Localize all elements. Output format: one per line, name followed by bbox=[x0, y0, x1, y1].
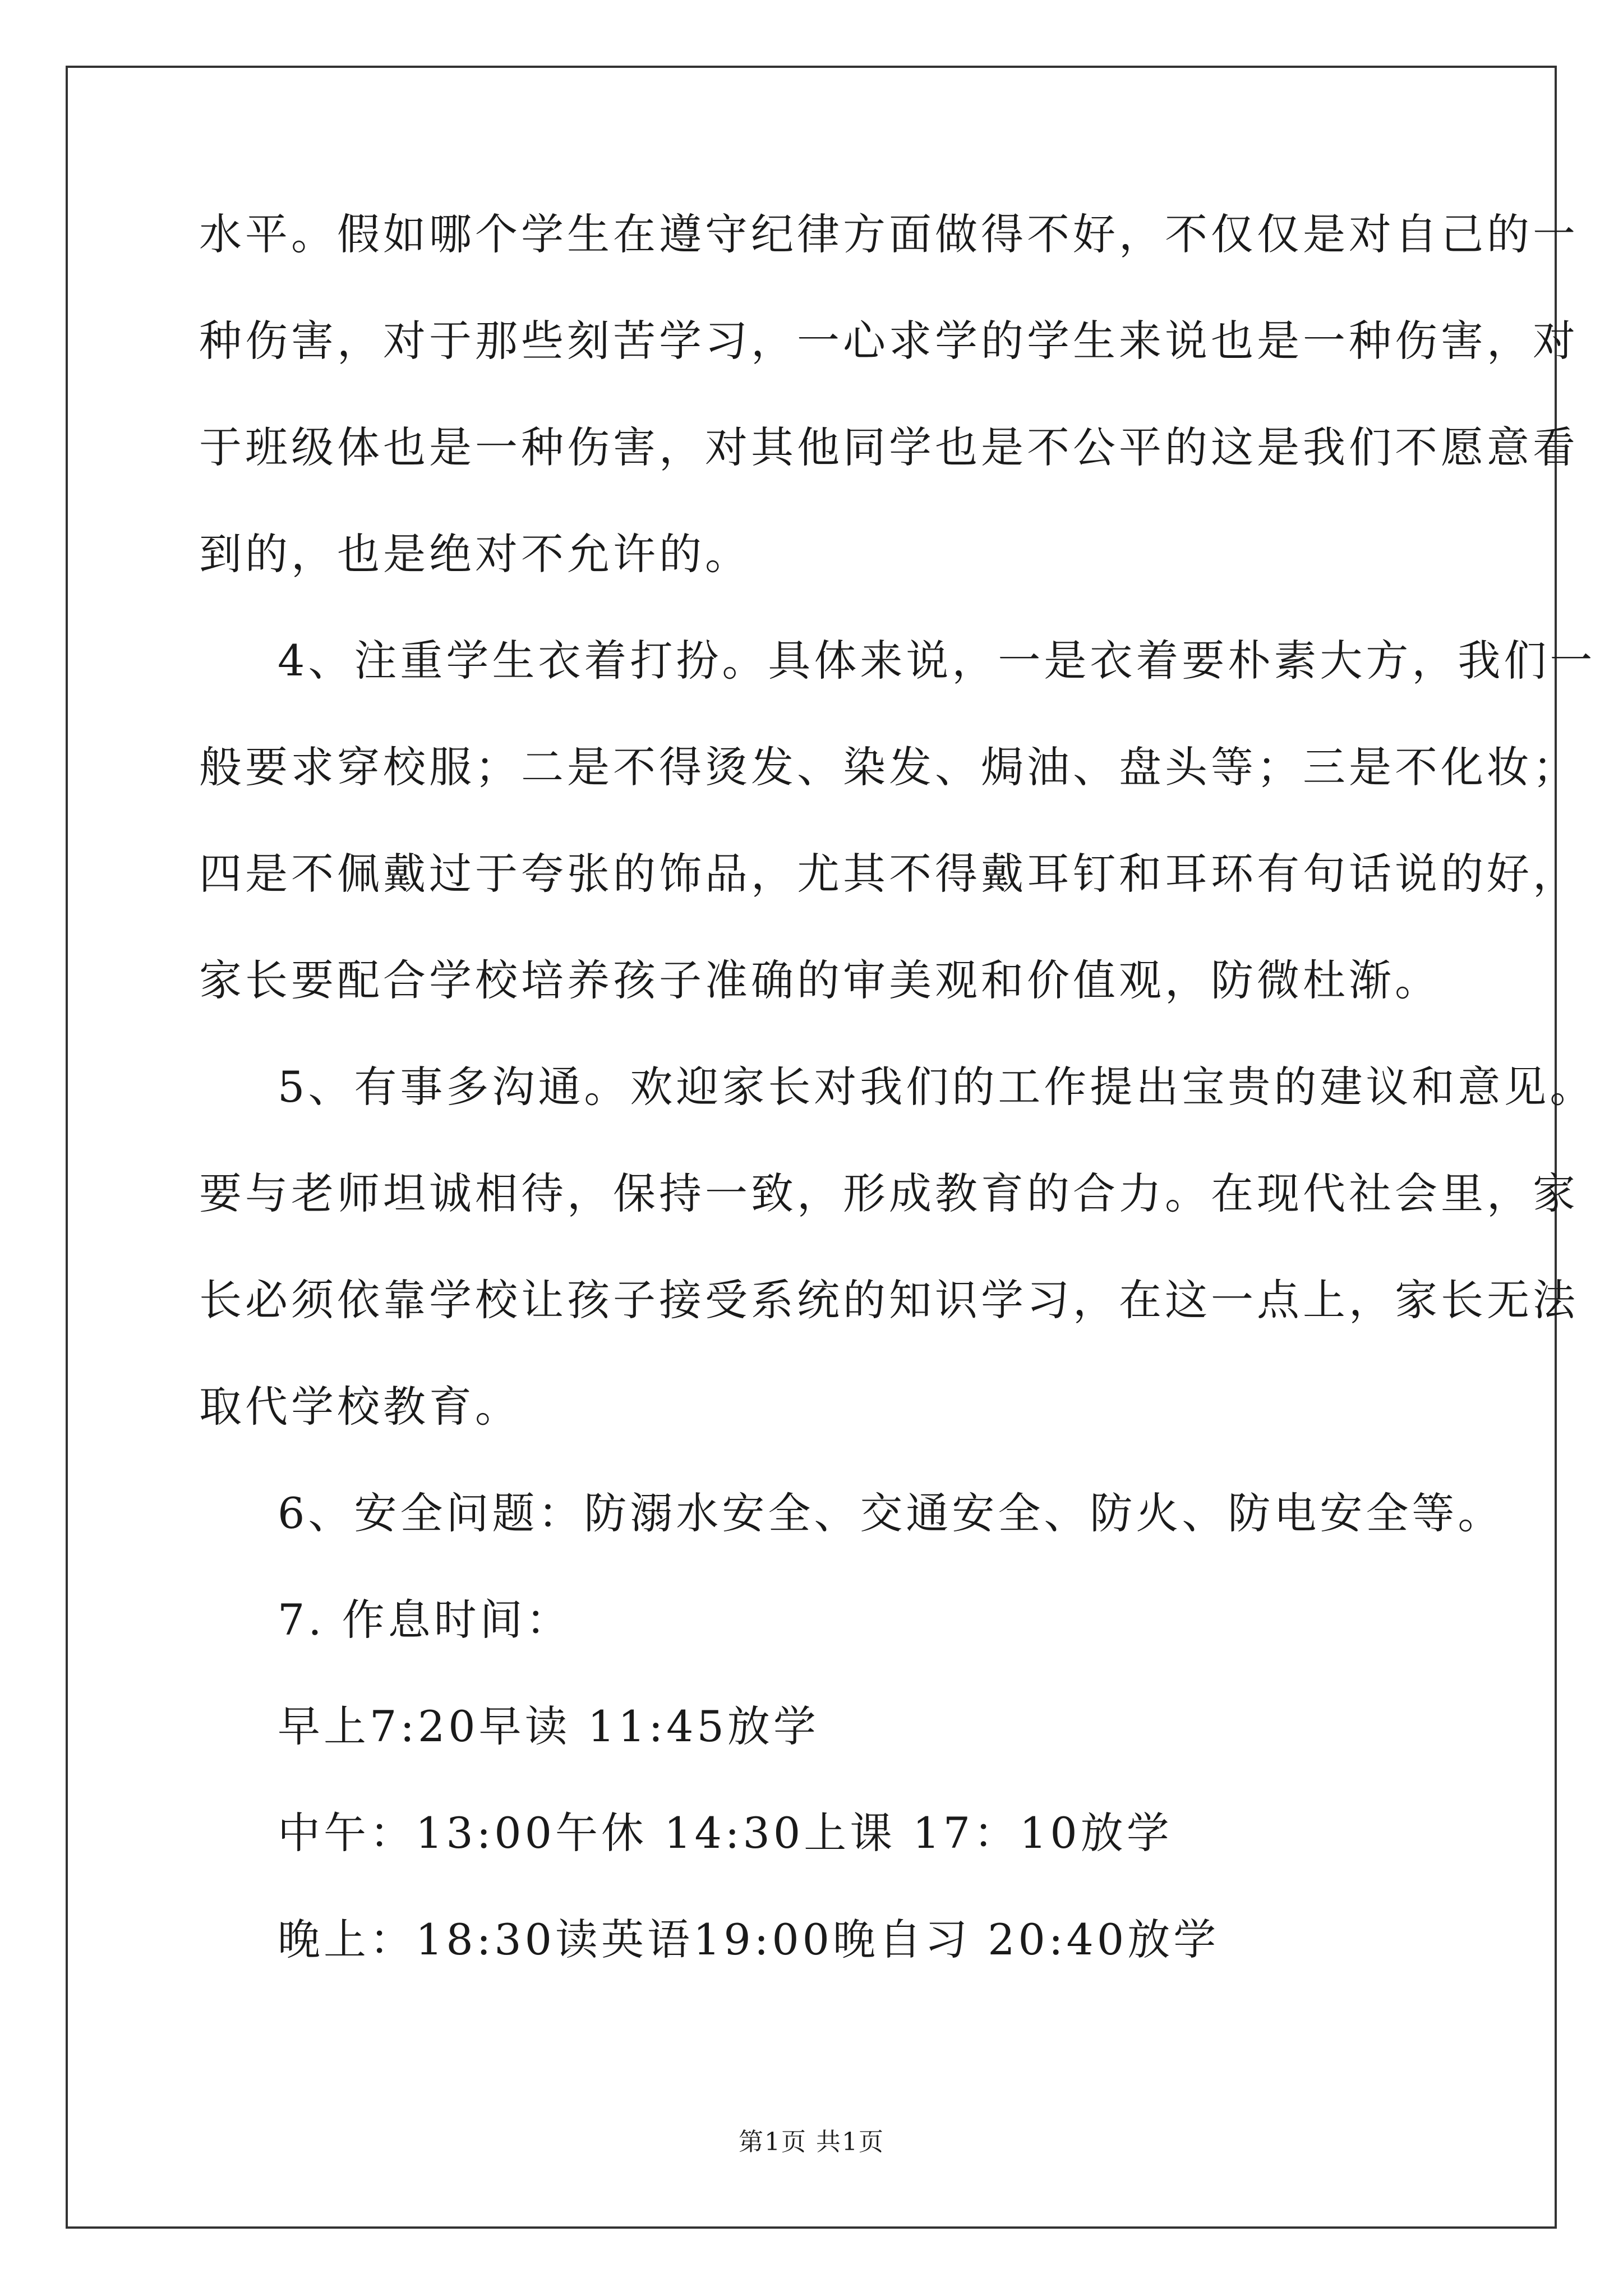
schedule-evening: 晚上：18:30读英语19:00晚自习 20:40放学 bbox=[278, 1915, 1220, 1964]
page-border bbox=[66, 66, 1557, 2229]
text-line: 种伤害，对于那些刻苦学习，一心求学的学生来说也是一种伤害，对 bbox=[199, 316, 1579, 366]
text-line: 于班级体也是一种伤害，对其他同学也是不公平的这是我们不愿意看 bbox=[199, 422, 1579, 472]
text-line: 般要求穿校服；二是不得烫发、染发、焗油、盘头等；三是不化妆； bbox=[199, 742, 1579, 792]
text-line: 要与老师坦诚相待，保持一致，形成教育的合力。在现代社会里，家 bbox=[199, 1168, 1579, 1218]
paragraph-item-7-heading: 7. 作息时间： bbox=[278, 1595, 572, 1645]
schedule-noon: 中午：13:00午休 14:30上课 17：10放学 bbox=[278, 1808, 1173, 1858]
text-line: 四是不佩戴过于夸张的饰品，尤其不得戴耳钉和耳环有句话说的好， bbox=[199, 849, 1579, 899]
text-line: 取代学校教育。 bbox=[199, 1382, 521, 1432]
paragraph-item-5-start: 5、有事多沟通。欢迎家长对我们的工作提出宝贵的建议和意见。 bbox=[278, 1062, 1596, 1112]
text-line: 家长要配合学校培养孩子准确的审美观和价值观，防微杜渐。 bbox=[199, 955, 1441, 1005]
text-line: 长必须依靠学校让孩子接受系统的知识学习，在这一点上，家长无法 bbox=[199, 1275, 1579, 1325]
paragraph-item-4-start: 4、注重学生衣着打扮。具体来说，一是衣着要朴素大方，我们一 bbox=[278, 636, 1596, 685]
page-number-footer: 第1页 共1页 bbox=[739, 2128, 884, 2156]
text-line: 到的，也是绝对不允许的。 bbox=[199, 529, 751, 579]
schedule-morning: 早上7:20早读 11:45放学 bbox=[278, 1701, 819, 1751]
paragraph-item-6: 6、安全问题：防溺水安全、交通安全、防火、防电安全等。 bbox=[278, 1488, 1504, 1538]
text-line: 水平。假如哪个学生在遵守纪律方面做得不好，不仅仅是对自己的一 bbox=[199, 209, 1579, 259]
